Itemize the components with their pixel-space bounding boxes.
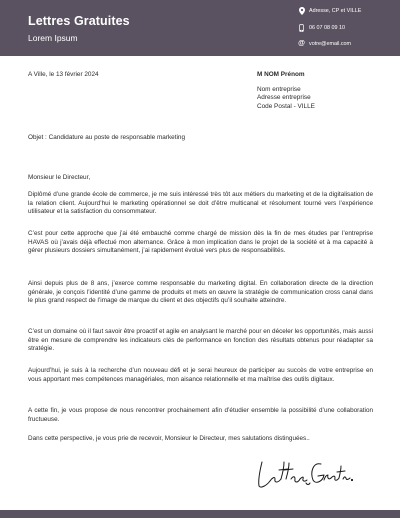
body-paragraph: Diplômé d’une grande école de commerce, je me suis intéressé très tôt aux métiers du marketing et de la digitalisation de la relation client. Aujourd’hui le marketing opérationnel se doit d’être multicanal et résolument tourné vers l’expérience utilisateur et la satisfaction du consommateur.	[28, 191, 373, 216]
phone-icon	[296, 24, 307, 32]
map-pin-icon	[296, 7, 307, 15]
recipient-address: Adresse entreprise	[257, 94, 311, 102]
body-paragraph: A cette fin, je vous propose de nous rencontrer prochainement afin d’étudier ensemble la possibilité d’une collaboration fructueuse.	[28, 407, 373, 423]
at-icon: @	[298, 40, 305, 47]
body-paragraph: Aujourd’hui, je suis à la recherche d’un nouveau défi et je serai heureux de participer au succès de votre entreprise en vous apportant mes compétences managériales, mon aisance relationnelle et ma maîtrise des outils digitaux.	[28, 367, 373, 383]
body-paragraph: C’est pour cette approche que j’ai été embauché comme chargé de mission dès la fin de mes études par l’entreprise HAVAS où j’avais déjà effectué mon alternance. Grâce à mon implication dans le projet de la société et à ma capacité à gérer plusieurs dossiers simultanément, j’ai rapidement évolué vers plus de responsabilités.	[28, 230, 373, 255]
letter-object: Objet : Candidature au poste de responsable marketing	[28, 134, 186, 141]
place-date: A Ville, le 13 février 2024	[28, 71, 99, 78]
letter-header	[0, 0, 400, 56]
contact-address-text: Adresse, CP et VILLE	[309, 8, 362, 14]
brand-title: Lettres Gratuites	[28, 14, 130, 28]
brand-subtitle: Lorem Ipsum	[28, 33, 78, 43]
recipient-name: M NOM Prénom	[257, 71, 305, 78]
recipient-block	[257, 71, 315, 111]
footer-bar	[0, 510, 400, 518]
contact-email-text: votre@email.com	[309, 40, 352, 47]
letter-greeting: Monsieur le Directeur,	[28, 174, 91, 181]
handwritten-signature	[255, 450, 355, 497]
body-paragraph: Ainsi depuis plus de 8 ans, j’exerce comme responsable du marketing digital. En collaboration directe de la direction générale, je conçois l’identité d’une gamme de produits et mets en œuvre la stratégie de communication cross canal dans le plus grand respect de l’image de marque du client et des objectifs qu’il souhaite atteindre.	[28, 280, 373, 305]
contact-email	[296, 40, 351, 47]
contact-phone	[296, 24, 345, 32]
contact-phone-text: 06 07 08 09 10	[309, 25, 345, 31]
closing-paragraph: Dans cette perspective, je vous prie de recevoir, Monsieur le Directeur, mes salutations distinguées..	[28, 435, 310, 442]
recipient-company: Nom entreprise	[257, 85, 301, 93]
body-paragraph: C’est un domaine où il faut savoir être proactif et agile en analysant le marché pour en déceler les opportunités, mais aussi être en mesure de comprendre les indicateurs clés de performance en fonction des résultats obtenus pour réadapter sa stratégie.	[28, 328, 373, 353]
recipient-postal: Code Postal - VILLE	[257, 102, 315, 110]
contact-address	[296, 7, 361, 15]
